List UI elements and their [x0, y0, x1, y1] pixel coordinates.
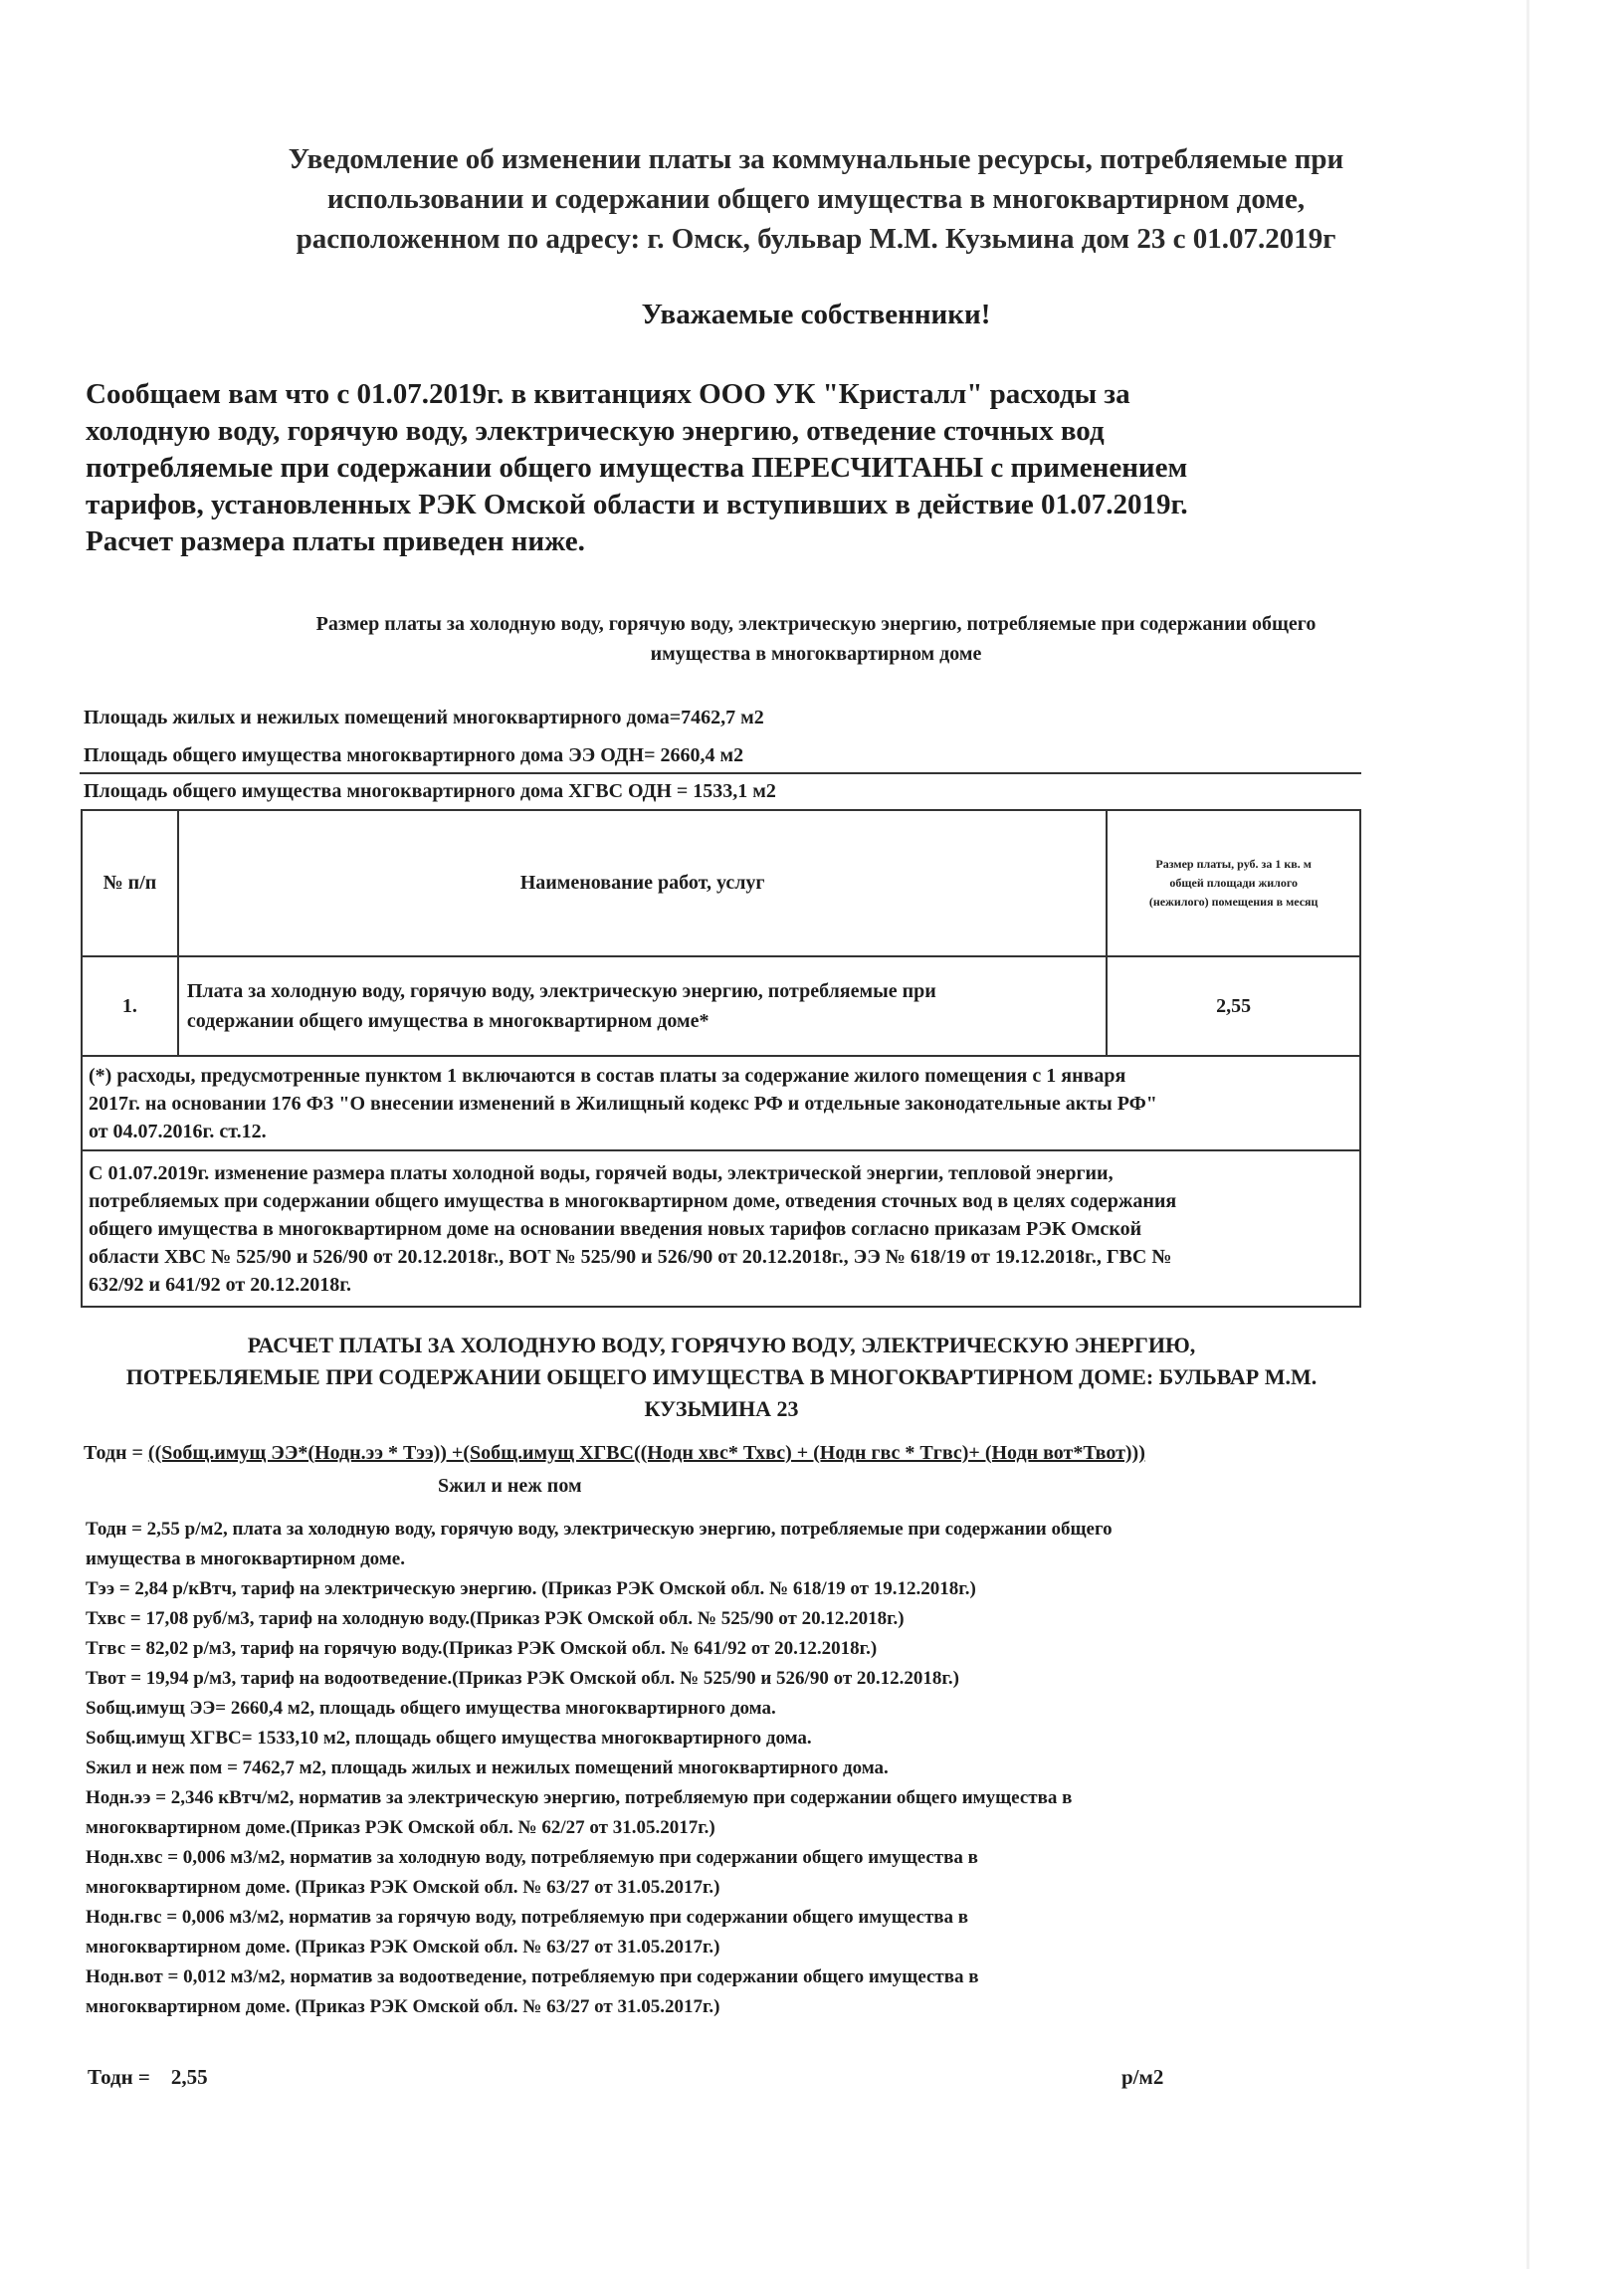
- header-fee: [1107, 810, 1360, 956]
- calc-title-line: КУЗЬМИНА 23: [644, 1396, 799, 1421]
- header-name: Наименование работ, услуг: [178, 810, 1108, 956]
- note-cell: [82, 1056, 1360, 1150]
- row-num: 1.: [82, 956, 178, 1056]
- definition-line: Тхвс = 17,08 руб/м3, тариф на холодную воду.(Приказ РЭК Омской обл. № 525/90 от 20.12.2018г.): [86, 1608, 905, 1629]
- fee-table: [81, 809, 1361, 1308]
- definitions: [86, 1515, 1379, 2022]
- section-title: [119, 609, 1513, 669]
- definition-line: Нодн.вот = 0,012 м3/м2, норматив за водоотведение, потребляемую при содержании общего имущества в: [86, 1966, 979, 1987]
- header-num: № п/п: [82, 810, 178, 956]
- header-fee-line: общей площади жилого: [1169, 876, 1298, 890]
- definition-line: Нодн.хвс = 0,006 м3/м2, норматив за холодную воду, потребляемую при содержании общего имущества в: [86, 1847, 978, 1868]
- section-title-line: Размер платы за холодную воду, горячую воду, электрическую энергию, потребляемые при содержании общего: [315, 613, 1317, 635]
- total-value: Тодн = 2,55: [88, 2065, 208, 2089]
- intro-line: Сообщаем вам что с 01.07.2019г. в квитанциях ООО УК "Кристалл" расходы за: [86, 378, 1130, 410]
- definition-line: Нодн.гвс = 0,006 м3/м2, норматив за горячую воду, потребляемую при содержании общего имущества в: [86, 1907, 969, 1928]
- calc-title-line: РАСЧЕТ ПЛАТЫ ЗА ХОЛОДНУЮ ВОДУ, ГОРЯЧУЮ ВОДУ, ЭЛЕКТРИЧЕСКУЮ ЭНЕРГИЮ,: [247, 1333, 1196, 1357]
- intro-line: тарифов, установленных РЭК Омской области и вступивших в действие 01.07.2019г.: [86, 489, 1188, 520]
- intro-paragraph: [86, 376, 1379, 560]
- note-line: (*) расходы, предусмотренные пунктом 1 включаются в состав платы за содержание жилого помещения с 1 января: [89, 1064, 1126, 1087]
- scan-edge: [1526, 0, 1529, 2269]
- definition-line: Тгвс = 82,02 р/м3, тариф на горячую воду.(Приказ РЭК Омской обл. № 641/92 от 20.12.2018г.): [86, 1638, 878, 1659]
- greeting: Уважаемые собственники!: [641, 299, 991, 330]
- formula-numerator: ((Sобщ.имущ ЭЭ*(Нодн.ээ * Тээ)) +(Sобщ.имущ ХГВС((Нодн хвс* Тхвс) + (Нодн гвс * Тгвс)+ (Нодн вот*Твот))): [147, 1442, 1145, 1464]
- change-line: 632/92 и 641/92 от 20.12.2018г.: [89, 1273, 352, 1296]
- row-fee: 2,55: [1107, 956, 1360, 1056]
- definition-line: Твот = 19,94 р/м3, тариф на водоотведение.(Приказ РЭК Омской обл. № 525/90 и 526/90 от 20.12.2018г.): [86, 1668, 959, 1689]
- formula: [84, 1442, 1377, 1465]
- definition-line: Тээ = 2,84 р/кВтч, тариф на электрическую энергию. (Приказ РЭК Омской обл. № 618/19 от 19.12.2018г.): [86, 1578, 976, 1599]
- formula-lhs: Тодн =: [84, 1442, 148, 1464]
- definition-line: многоквартирном доме. (Приказ РЭК Омской обл. № 63/27 от 31.05.2017г.): [86, 1877, 720, 1898]
- change-line: области ХВС № 525/90 и 526/90 от 20.12.2018г., ВОТ № 525/90 и 526/90 от 20.12.2018г., ЭЭ № 618/19 от 19.12.2018г., ГВС №: [89, 1245, 1172, 1268]
- calc-title: [80, 1330, 1363, 1425]
- header-fee-line: (нежилого) помещения в месяц: [1148, 895, 1319, 909]
- definition-line: Нодн.ээ = 2,346 кВтч/м2, норматив за электрическую энергию, потребляемую при содержании общего имущества в: [86, 1787, 1073, 1808]
- change-cell: [82, 1150, 1360, 1307]
- section-title-line: имущества в многоквартирном доме: [650, 643, 982, 665]
- row-name-line: содержании общего имущества в многоквартирном доме*: [186, 1010, 710, 1032]
- formula-denominator: Sжил и неж пом: [438, 1475, 582, 1497]
- definition-line: имущества в многоквартирном доме.: [86, 1548, 405, 1569]
- header-fee-line: Размер платы, руб. за 1 кв. м: [1155, 857, 1312, 871]
- change-line: С 01.07.2019г. изменение размера платы холодной воды, горячей воды, электрической энергии, тепловой энергии,: [89, 1161, 1114, 1184]
- intro-line: потребляемые при содержании общего имущества ПЕРЕСЧИТАНЫ с применением: [86, 452, 1188, 484]
- intro-line: Расчет размера платы приведен ниже.: [86, 525, 585, 557]
- table-row: [82, 956, 1360, 1056]
- definition-line: многоквартирном доме.(Приказ РЭК Омской обл. № 62/27 от 31.05.2017г.): [86, 1817, 715, 1838]
- area-residential: Площадь жилых и нежилых помещений многоквартирного дома=7462,7 м2: [84, 707, 764, 728]
- note-row: [82, 1056, 1360, 1150]
- area-common-hgvs: Площадь общего имущества многоквартирного дома ХГВС ОДН = 1533,1 м2: [84, 780, 776, 802]
- note-line: от 04.07.2016г. ст.12.: [89, 1120, 267, 1142]
- notice-title-line: Уведомление об изменении платы за коммунальные ресурсы, потребляемые при: [288, 143, 1344, 175]
- notice-title-line: расположенном по адресу: г. Омск, бульвар М.М. Кузьмина дом 23 с 01.07.2019г: [296, 223, 1336, 255]
- definition-line: Sжил и неж пом = 7462,7 м2, площадь жилых и нежилых помещений многоквартирного дома.: [86, 1757, 889, 1778]
- total-unit: р/м2: [1121, 2065, 1164, 2089]
- definition-line: Тодн = 2,55 р/м2, плата за холодную воду, горячую воду, электрическую энергию, потребляемые при содержании общего: [86, 1519, 1113, 1540]
- notice-title-line: использовании и содержании общего имущества в многоквартирном доме,: [326, 183, 1306, 215]
- row-name-line: Плата за холодную воду, горячую воду, электрическую энергию, потребляемые при: [186, 980, 936, 1002]
- definition-line: Sобщ.имущ ХГВС= 1533,10 м2, площадь общего имущества многоквартирного дома.: [86, 1728, 812, 1749]
- calc-title-line: ПОТРЕБЛЯЕМЫЕ ПРИ СОДЕРЖАНИИ ОБЩЕГО ИМУЩЕСТВА В МНОГОКВАРТИРНОМ ДОМЕ: БУЛЬВАР М.М.: [125, 1364, 1318, 1389]
- divider-line: [80, 772, 1361, 774]
- area-common-ee: Площадь общего имущества многоквартирного дома ЭЭ ОДН= 2660,4 м2: [84, 744, 744, 766]
- intro-line: холодную воду, горячую воду, электрическую энергию, отведение сточных вод: [86, 415, 1105, 447]
- change-line: общего имущества в многоквартирном доме на основании введения новых тарифов согласно приказам РЭК Омской: [89, 1217, 1142, 1240]
- definition-line: Sобщ.имущ ЭЭ= 2660,4 м2, площадь общего имущества многоквартирного дома.: [86, 1698, 776, 1719]
- definition-line: многоквартирном доме. (Приказ РЭК Омской обл. № 63/27 от 31.05.2017г.): [86, 1996, 720, 2017]
- change-row: [82, 1150, 1360, 1307]
- row-name: [178, 956, 1108, 1056]
- change-line: потребляемых при содержании общего имущества в многоквартирном доме, отведения сточных вод в целях содержания: [89, 1189, 1177, 1212]
- definition-line: многоквартирном доме. (Приказ РЭК Омской обл. № 63/27 от 31.05.2017г.): [86, 1937, 720, 1958]
- table-header-row: [82, 810, 1360, 956]
- note-line: 2017г. на основании 176 ФЗ "О внесении изменений в Жилищный кодекс РФ и отдельные законодательные акты РФ": [89, 1092, 1157, 1115]
- notice-title: [119, 139, 1513, 259]
